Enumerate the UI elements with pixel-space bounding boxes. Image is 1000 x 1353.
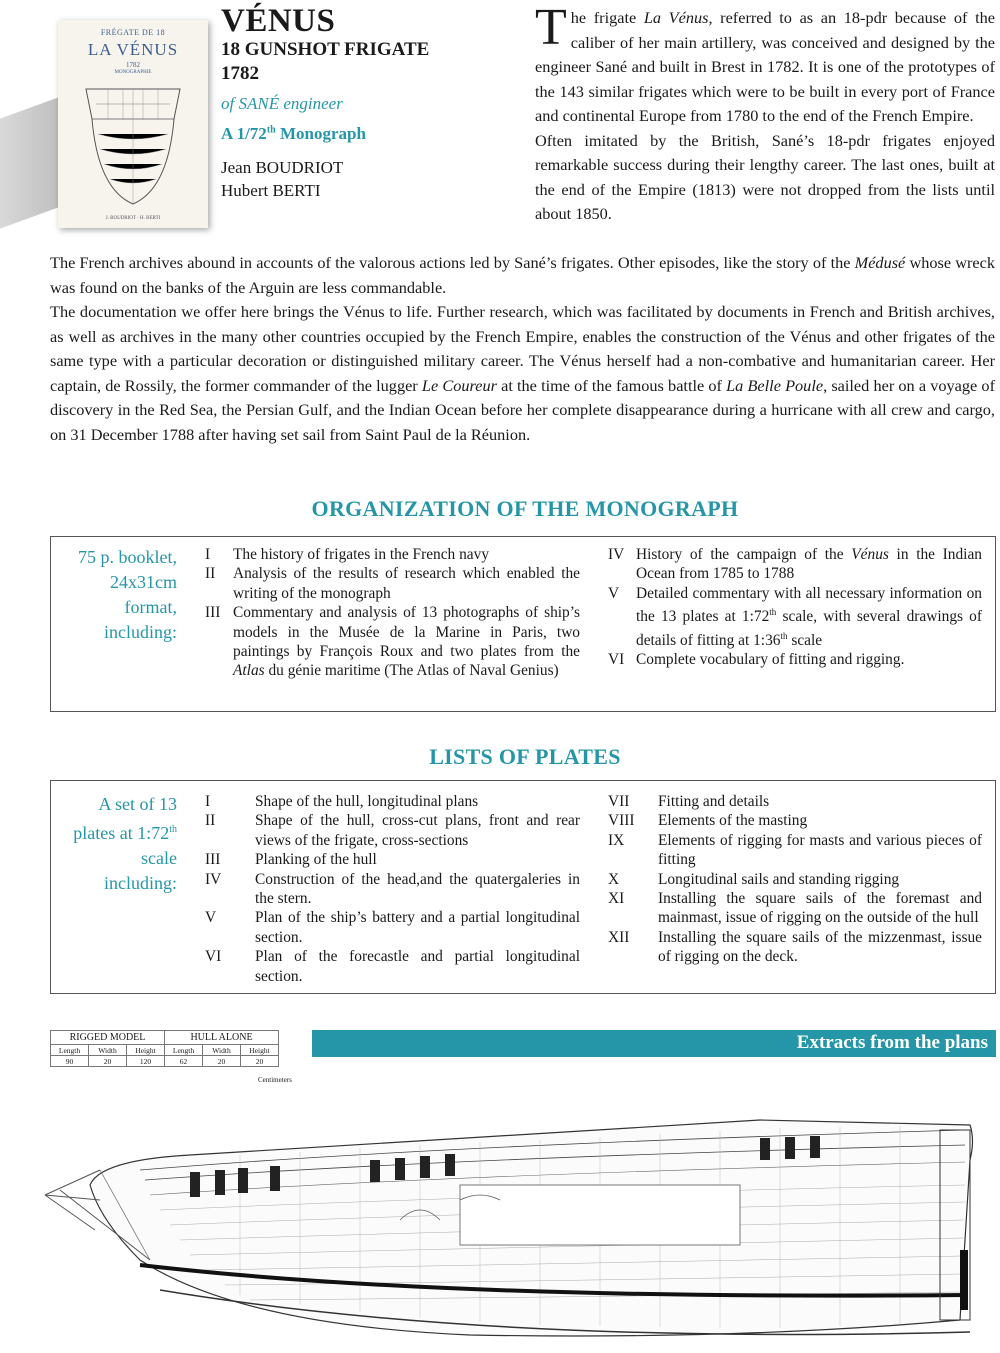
plate-text: Shape of the hull, longitudinal plans xyxy=(255,793,479,810)
dimensions-value: 90 xyxy=(51,1056,89,1067)
dimensions-value: 20 xyxy=(203,1056,241,1067)
plate-text: Shape of the hull, cross-cut plans, front and rear views of the frigate, cross-sections xyxy=(255,812,580,849)
plates-column-left xyxy=(205,792,580,986)
title-year: 1782 xyxy=(221,63,259,84)
plate-number: XI xyxy=(608,890,625,908)
dimensions-unit: Centimeters xyxy=(258,1076,292,1084)
dimensions-column-header: Length xyxy=(51,1045,89,1056)
authors xyxy=(221,156,521,202)
plate-text: Elements of the masting xyxy=(658,812,808,830)
plate-number: VII xyxy=(608,793,630,810)
plate-item xyxy=(205,811,580,850)
list-item: V Detailed commentary with all necessary information on the 13 plates at 1:72th scale, with several drawings of details of fitting at 1:36th scale xyxy=(608,584,983,649)
ship-plan-drawing xyxy=(40,1100,1000,1353)
plate-item xyxy=(608,928,982,967)
plate-item xyxy=(205,792,580,811)
plate-text: Fitting and details xyxy=(658,793,770,810)
list-item: I The history of frigates in the French navy xyxy=(205,546,490,563)
plates-column-right xyxy=(608,792,982,967)
dimensions-value: 120 xyxy=(127,1056,165,1067)
cover-image xyxy=(58,20,208,228)
dimensions-value: 20 xyxy=(241,1056,279,1067)
plate-text: Installing the square sails of the foremast and mainmast, issue of rigging on the outside of the hull xyxy=(658,890,982,927)
page-subtitle: 18 GUNSHOT FRIGATE xyxy=(221,39,430,60)
plate-item xyxy=(205,947,580,986)
plates-heading: LISTS OF PLATES xyxy=(429,744,621,769)
plate-text: Construction of the head,and the quatergaleries in the stern. xyxy=(255,870,580,908)
body-paragraph: The French archives abound in accounts of the valorous actions led by Sané’s frigates. Other episodes, like the story of the Médusé whose wreck was found on the banks of the Arguin are less commandable. xyxy=(50,253,995,297)
extracts-label: Extracts from the plans xyxy=(796,1032,988,1053)
dimensions-column-header: Height xyxy=(127,1045,165,1056)
title-block xyxy=(221,4,521,202)
cover-line3: 1782 xyxy=(126,61,140,69)
stern-drawing-icon xyxy=(78,79,188,209)
plate-number: II xyxy=(205,812,216,830)
plate-item xyxy=(205,870,580,909)
plate-item xyxy=(608,811,982,830)
plate-number: III xyxy=(205,851,221,869)
plate-number: I xyxy=(205,793,211,810)
plate-text: Elements of rigging for masts and various pieces of fitting xyxy=(658,831,982,869)
cover-line5: J. BOUDRIOT · H. BERTI xyxy=(105,216,161,221)
plate-item xyxy=(608,792,982,811)
plate-text: Installing the square sails of the mizzenmast, issue of rigging on the deck. xyxy=(658,928,982,966)
list-item: VI Complete vocabulary of fitting and rigging. xyxy=(608,651,905,669)
plate-text: Plan of the ship’s battery and a partial longitudinal section. xyxy=(255,909,580,946)
organization-heading: ORGANIZATION OF THE MONOGRAPH xyxy=(311,496,739,521)
plate-number: X xyxy=(608,870,620,888)
extracts-bar xyxy=(312,1030,996,1057)
plate-number: VIII xyxy=(608,812,635,830)
body-paragraph: The documentation we offer here brings the Vénus to life. Further research, which was facilitated by documents in French and British archives, as well as archives in the many other countries occupied by the French Empire, enables the construction of the Vénus and other frigates of the same type with a particular decoration or distinguished military career. The Vénus herself had a non-combative and humanitarian career. Her captain, de Rossily, the former commander of the lugger Le Coureur at the time of the famous battle of La Belle Poule, sailed her on a voyage of discovery in the Red Sea, the Persian Gulf, and the Indian Ocean before her complete disappearance during a hurricane with all crew and cargo, on 31 December 1788 after having set sail from Saint Paul de la Réunion. xyxy=(50,302,995,444)
organization-box xyxy=(50,536,996,712)
author-name: Jean BOUDRIOT xyxy=(221,158,344,177)
organization-column-left xyxy=(205,545,580,681)
drop-cap: T xyxy=(535,0,567,56)
dimensions-column-header: Width xyxy=(89,1045,127,1056)
dimensions-group-rigged: RIGGED MODEL xyxy=(51,1031,165,1045)
plates-label: A set of 13 plates at 1:72th scale including: xyxy=(73,794,177,893)
list-item: III Commentary and analysis of 13 photographs of ship’s models in the Musée de la Marine in Paris, two paintings by François Roux and two plates from the Atlas du génie maritime (The Atlas of Naval Genius) xyxy=(205,604,580,680)
author-name: Hubert BERTI xyxy=(221,181,321,200)
dimensions-value: 20 xyxy=(89,1056,127,1067)
page-title: VÉNUS xyxy=(221,3,336,39)
body-text xyxy=(50,251,995,447)
plate-number: IX xyxy=(608,831,625,849)
plate-number: XII xyxy=(608,928,630,946)
list-item: II Analysis of the results of research which enabled the writing of the monograph xyxy=(205,565,580,602)
plate-number: IV xyxy=(205,870,222,888)
plate-text: Planking of the hull xyxy=(255,851,377,869)
plate-text: Plan of the forecastle and partial longitudinal section. xyxy=(255,948,580,985)
dimensions-column-header: Length xyxy=(165,1045,203,1056)
title-engineer: of SANÉ engineer xyxy=(221,94,343,113)
plate-text: Longitudinal sails and standing rigging xyxy=(658,870,900,888)
dimensions-group-hull: HULL ALONE xyxy=(165,1031,279,1045)
plate-item xyxy=(608,831,982,870)
dimensions-table xyxy=(50,1030,279,1067)
intro-paragraph-2: Often imitated by the British, Sané’s 18-pdr frigates enjoyed remarkable success during their lengthy career. The last ones, built at the end of the Empire (1813) were not dropped from the lists until about 1850. xyxy=(535,130,995,223)
cover-line1: FRÉGATE DE 18 xyxy=(100,28,166,37)
plate-item xyxy=(205,908,580,947)
organization-column-right xyxy=(608,545,982,670)
dimensions-value: 62 xyxy=(165,1056,203,1067)
cover-line4: MONOGRAPHIE xyxy=(114,70,152,75)
plate-number: V xyxy=(205,909,217,927)
organization-label: 75 p. booklet, 24x31cm format, including: xyxy=(78,547,177,642)
title-monograph: A 1/72th Monograph xyxy=(221,124,366,143)
dimensions-column-header: Height xyxy=(241,1045,279,1056)
plate-item xyxy=(205,850,580,869)
book-cover xyxy=(0,0,220,240)
plate-number: VI xyxy=(205,948,222,966)
intro-paragraph: The frigate La Vénus, referred to as an 18-pdr because of the caliber of her main artillery, was conceived and designed by the engineer Sané and built in Brest in 1782. It is one of the prototypes of the 143 similar frigates which were to be built in every port of France and continental Europe from 1780 to the end of the French Empire. Often imitated by the British, Sané’s 18-pdr frigates enjoyed remarkable success during their lengthy career. The last ones, built at the end of the Empire (1813) were not dropped from the lists until about 1850. xyxy=(535,0,995,223)
dimensions-column-header: Width xyxy=(203,1045,241,1056)
plate-item xyxy=(608,870,982,889)
plates-box xyxy=(50,780,996,994)
plate-item xyxy=(608,889,982,928)
cover-line2: LA VÉNUS xyxy=(87,40,179,59)
list-item: IV History of the campaign of the Vénus in the Indian Ocean from 1785 to 1788 xyxy=(608,546,982,583)
